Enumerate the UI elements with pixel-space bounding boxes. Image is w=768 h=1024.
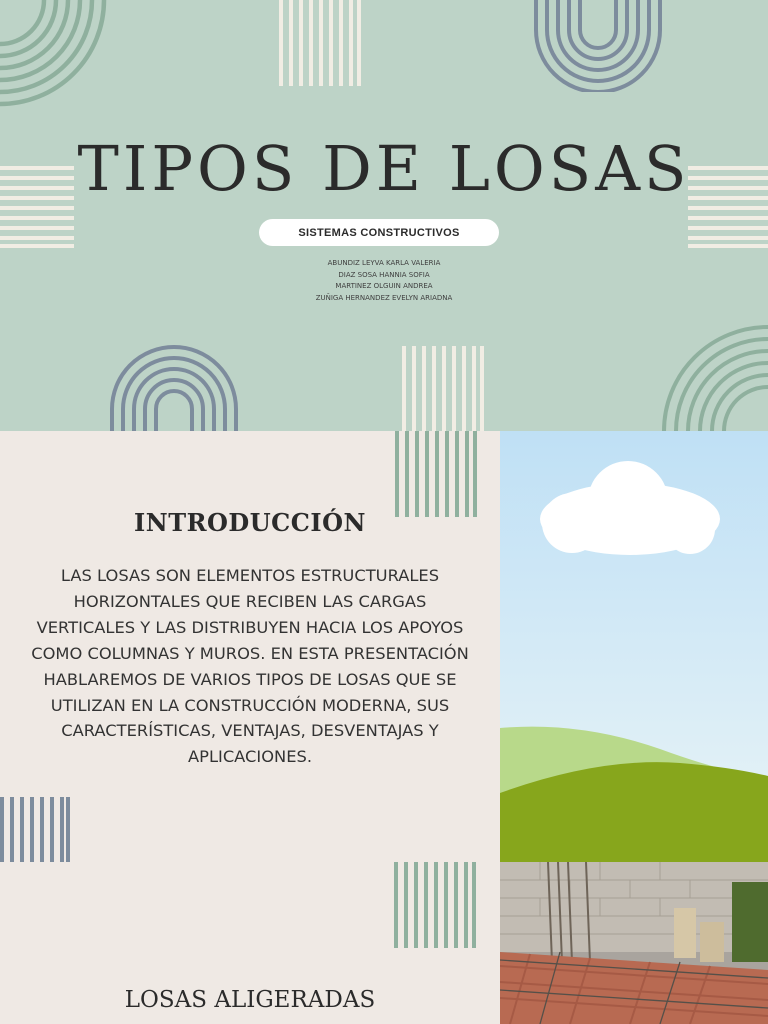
losas-aligeradas-heading: LOSAS ALIGERADAS bbox=[124, 987, 376, 1013]
author-name: MARTINEZ OLGUIN ANDREA bbox=[335, 282, 433, 291]
author-name: ZUÑIGA HERNANDEZ EVELYN ARIADNA bbox=[315, 294, 453, 303]
u-arches-top-right bbox=[533, 0, 663, 92]
concentric-arcs-top-left bbox=[0, 0, 110, 110]
block-wall bbox=[500, 862, 768, 952]
vertical-stripes-green-top bbox=[395, 431, 477, 517]
rainbow-arch-bottom-left bbox=[109, 345, 239, 431]
construction-photo bbox=[500, 862, 768, 1024]
landscape-illustration bbox=[500, 431, 768, 862]
intro-heading: INTRODUCCIÓN bbox=[134, 508, 366, 537]
vertical-stripes-slate-left bbox=[0, 797, 70, 862]
presentation-title: TIPOS DE LOSAS bbox=[77, 132, 691, 205]
intro-slide bbox=[0, 431, 768, 1024]
concentric-arcs-bottom-right bbox=[655, 322, 768, 431]
subtitle-text: SISTEMAS CONSTRUCTIVOS bbox=[298, 226, 460, 239]
vertical-stripes-green-bottom bbox=[394, 862, 476, 948]
author-name: DIAZ SOSA HANNIA SOFIA bbox=[338, 270, 430, 279]
author-name: ABUNDIZ LEYVA KARLA VALERIA bbox=[327, 259, 441, 267]
vertical-stripes-top bbox=[279, 0, 361, 86]
title-slide bbox=[0, 0, 768, 431]
intro-paragraph: LAS LOSAS SON ELEMENTOS ESTRUCTURALES HORIZONTALES QUE RECIBEN LAS CARGAS VERTICALES Y LAS DISTRIBUYEN HACIA LOS APOYOS COMO COLUMNAS Y MUROS. EN ESTA PRESENTACIÓN HABLAREMOS DE VARIOS TIPOS DE LOSAS QUE SE UTILIZAN EN LA CONSTRUCCIÓN MODERNA, SUS CARACTERÍSTICAS, VENTAJAS, DESVENTAJAS Y APLICACIONES. bbox=[31, 566, 469, 767]
vertical-stripes-bottom bbox=[402, 346, 484, 431]
author-list bbox=[0, 258, 768, 305]
subtitle-pill bbox=[259, 219, 499, 246]
